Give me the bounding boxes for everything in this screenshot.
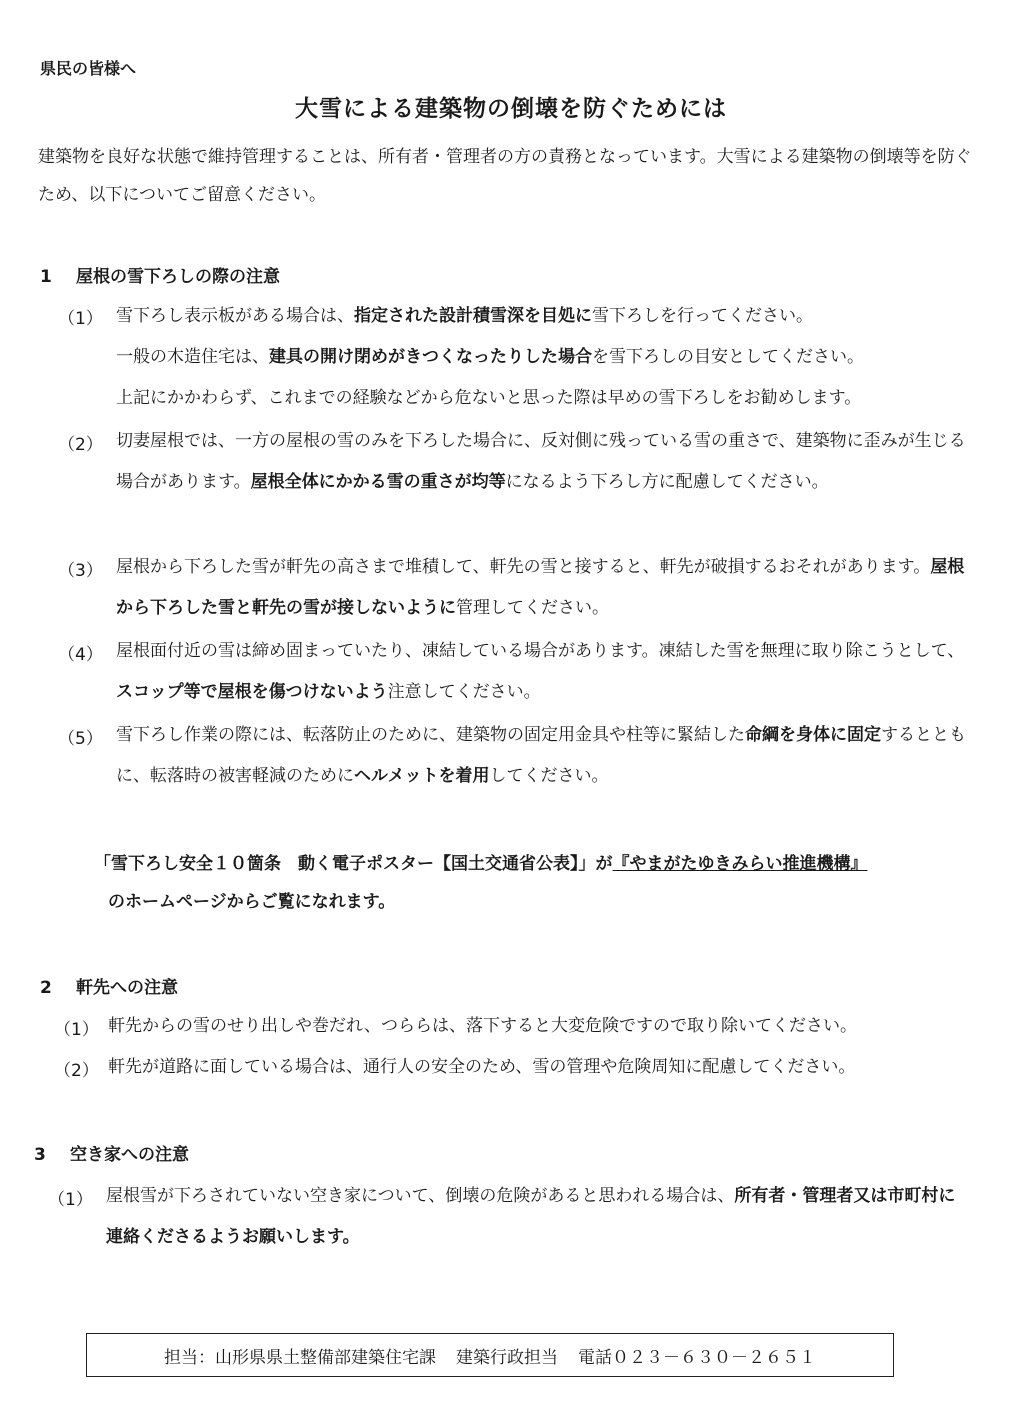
item-text: 屋根雪が下ろされていない空き家について、倒壊の危険があると思われる場合は、 [106, 1186, 735, 1206]
contact-phone: 電話０２３－６３０－２６５１ [578, 1347, 816, 1368]
section-title: 空き家への注意 [70, 1145, 189, 1165]
item-text: 雪下ろし表示板がある場合は、 [116, 306, 354, 326]
list-item: 軒先が道路に面している場合は、通行人の安全のため、雪の管理や危険周知に配慮してください。 [108, 1057, 856, 1077]
page-title: 大雪による建築物の倒壊を防ぐためには [295, 96, 727, 122]
list-item [116, 715, 976, 797]
contact-division: 建築行政担当 [456, 1347, 558, 1368]
list-item: 軒先からの雪のせり出しや巻だれ、つららは、落下すると大変危険ですので取り除いてください。 [108, 1016, 858, 1036]
item-emphasis: 建具の開け閉めがきつくなったりした場合 [269, 347, 592, 367]
item-text: 雪下ろしを行ってください。 [592, 306, 813, 326]
section-number: 3 [34, 1145, 46, 1165]
item-number: （4） [58, 645, 103, 665]
section-number: 1 [40, 267, 52, 287]
item-text: してください。 [489, 766, 609, 786]
item-emphasis: ヘルメットを着用 [354, 766, 490, 786]
list-item [116, 421, 976, 503]
item-emphasis: 屋根全体にかかる雪の重さが均等 [250, 472, 506, 492]
item-emphasis: 命綱を身体に固定 [745, 725, 881, 745]
item-text: 上記にかかわらず、これまでの経験などから危ないと思った際は早めの雪下ろしをお勧めします。 [116, 388, 862, 408]
item-number: （2） [58, 435, 103, 455]
section-number: 2 [40, 978, 52, 998]
section-title: 屋根の雪下ろしの際の注意 [76, 267, 280, 287]
item-text: 注意してください。 [387, 682, 541, 702]
poster-note [94, 849, 868, 874]
item-text: を雪下ろしの目安としてください。 [592, 347, 864, 367]
poster-note-continued: のホームページからご覧になれます。 [108, 892, 396, 912]
item-emphasis: 指定された設計積雪深を目処に [354, 306, 592, 326]
section-title: 軒先への注意 [76, 978, 178, 998]
item-number: （3） [58, 561, 103, 581]
section-2-heading [40, 973, 178, 998]
item-text: するとともに、転落時の被害軽減のために [116, 725, 966, 786]
greeting: 県民の皆様へ [40, 59, 137, 78]
section-1-heading [40, 262, 280, 287]
item-number: （1） [58, 309, 103, 329]
item-text: 切妻屋根では、一方の屋根の雪のみを下ろした場合に、反対側に残っている雪の重さで、建築物に歪みが生じる場合があります。 [116, 431, 966, 492]
list-item [116, 296, 976, 419]
item-number: （1） [48, 1190, 93, 1210]
item-number: （1） [54, 1020, 99, 1040]
item-emphasis: スコップ等で屋根を傷つけないよう [116, 682, 388, 702]
item-text: 屋根から下ろした雪が軒先の高さまで堆積して、軒先の雪と接すると、軒先が破損するおそれがあります。 [116, 557, 931, 577]
item-text: 一般の木造住宅は、 [116, 347, 269, 367]
list-item [106, 1176, 966, 1258]
contact-department: 担当：山形県県土整備部建築住宅課 [164, 1347, 436, 1368]
item-number: （2） [54, 1061, 99, 1081]
item-text: 管理してください。 [456, 598, 609, 618]
note-text: 「雪下ろし安全１０箇条 動く電子ポスター【国土交通省公表】」が [94, 854, 613, 874]
list-item [116, 631, 976, 713]
list-item [116, 547, 976, 629]
item-emphasis: 屋根から下ろした雪と軒先の雪が接しないように [116, 557, 965, 618]
intro-paragraph: 建築物を良好な状態で維持管理することは、所有者・管理者の方の責務となっています。大雪による建築物の倒壊等を防ぐため、以下についてご留意ください。 [38, 147, 972, 205]
section-3-heading [34, 1140, 189, 1165]
item-emphasis: 所有者・管理者又は市町村に連絡くださるようお願いします。 [106, 1186, 956, 1247]
item-text: 雪下ろし作業の際には、転落防止のために、建築物の固定用金具や柱等に緊結した [116, 725, 745, 745]
item-text: 屋根面付近の雪は締め固まっていたり、凍結している場合があります。凍結した雪を無理に取り除こうとして、 [116, 641, 965, 661]
contact-box [86, 1333, 894, 1377]
item-number: （5） [58, 729, 103, 749]
item-text: になるよう下ろし方に配慮してください。 [505, 472, 829, 492]
organization-link[interactable]: 『やまがたゆきみらい推進機構』 [612, 854, 868, 874]
